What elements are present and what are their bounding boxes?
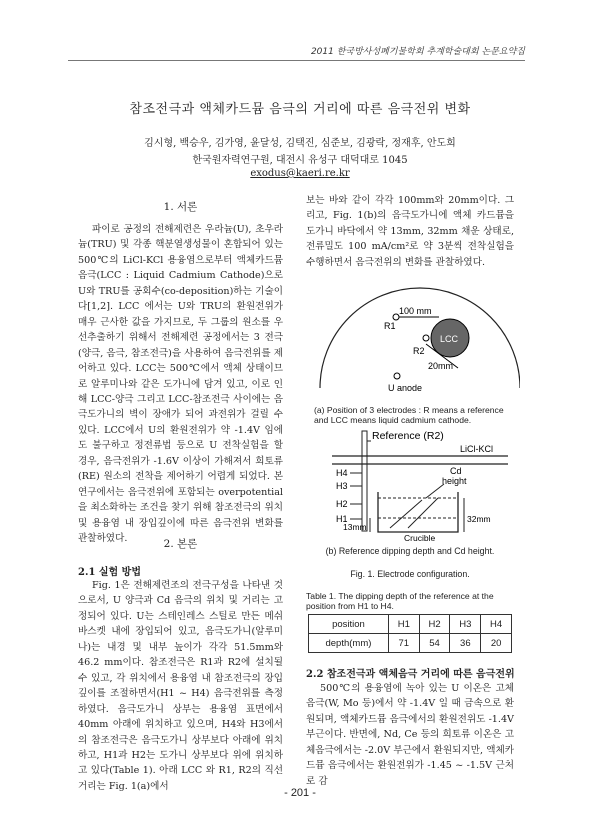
page-number: - 201 - (284, 787, 316, 799)
header-rule (68, 60, 525, 61)
table-cell: 71 (388, 634, 419, 653)
paper-title: 참조전극과 액체카드뮴 음극의 거리에 따른 음극전위 변화 (129, 102, 471, 117)
cd-height-label-line1: Cd (450, 466, 462, 476)
table-row (309, 634, 512, 653)
reference-electrode (362, 431, 367, 531)
crucible-label: Crucible (404, 533, 436, 542)
intro-continued (306, 193, 514, 270)
dist-top-label: 100 mm (399, 306, 432, 316)
intro-continued-paragraph: 보는 바와 같이 각각 100mm와 20mm이다. 그리고, Fig. 1(b)의 음극도가니에 액체 카드뮴을 도가니 바닥에서 약 13mm, 32mm 채운 상태로, 전류밀도 100 mA/cm²로 약 3분씩 전착실험을 수행하면서 음극전위의 변화를 관찰하였다. (306, 195, 514, 268)
table-header-cell: H3 (450, 615, 481, 634)
h2-label: H2 (336, 499, 348, 509)
h1-label: H1 (336, 514, 348, 524)
table-1-caption: Table 1. The dipping depth of the reference at the position from H1 to H4. (306, 591, 494, 611)
cd-arrow-1 (390, 500, 422, 528)
figure-1b-caption: (b) Reference dipping depth and Cd height. (325, 546, 495, 556)
method-body (78, 578, 283, 794)
h4-label: H4 (336, 468, 348, 478)
result-heading: 2.2 참조전극과 액체음극 거리에 따른 음극전위 (306, 669, 515, 680)
cd-arrow-2 (408, 498, 438, 528)
figure-1a-caption: (a) Position of 3 electrodes : R means a reference and LCC means liquid cadmium cathode. (314, 405, 504, 425)
intro-paragraph: 파이로 공정의 전해제련은 우라늄(U), 초우라늄(TRU) 및 각종 핵분열생성물이 혼합되어 있는 500℃의 LiCl-KCl 용융염으로부터 액체카드뮴 음극(LCC : Liquid Cadmium Cathode)으로 U와 TRU를 공회수(co-deposition)하는 기술이다[1,2]. LCC 에서는 U와 TRU의 환원전위가 매우 근사한 값을 가지므로, 두 그룹의 원소를 우선추출하기 위해서 전해제련 공정에서는 3 전극(양극, 음극, 참조전극)을 사용하여 음극전위를 제어하고 있다. LCC는 500℃에서 액체 상태이므로 알루미나와 같은 도가니에 담겨 있고, 이로 인해 LCC-양극 그리고 LCC-참조전극 사이에는 음극도가니의 벽이 장애가 되어 과전위가 걸릴 수 있다. LCC에서 U의 환원전위가 약 -1.4V 임에도 불구하고 정전류법 등으로 U 전착실험을 할 경우, 음극전위가 -1.6V 이상이 가해져서 희토류(RE) 원소의 전착을 제어하기 어렵게 되었다. 본 연구에서는 음극전위에 포함되는 overpotential을 최소화하는 조건을 찾기 위해 참조전극의 위치 및 용융염 내 장입깊이에 따른 음극전위 변화를 관찰하였다. (78, 224, 283, 545)
method-heading: 2.1 실험 방법 (78, 567, 142, 578)
table-cell: 36 (450, 634, 481, 653)
r2-marker (423, 335, 429, 341)
table-header-row (309, 615, 512, 634)
h3-label: H3 (336, 481, 348, 491)
main-heading: 2. 본론 (163, 538, 198, 550)
figure-1a (300, 284, 520, 404)
running-header: 2011 한국방사성폐기물학회 추계학술대회 논문요약집 (310, 47, 525, 57)
table-cell: 20 (481, 634, 512, 653)
table-cell: depth(mm) (309, 634, 389, 653)
table-1 (308, 614, 512, 653)
table-header-cell: H4 (481, 615, 512, 634)
depth-32-label: 32mm (467, 514, 491, 524)
reference-label: Reference (R2) (372, 430, 444, 442)
table-header-cell: position (309, 615, 389, 634)
salt-label: LiCl-KCl (460, 444, 494, 454)
intro-body (78, 222, 283, 547)
method-paragraph: Fig. 1은 전해제련조의 전극구성을 나타낸 것으로서, U 양극과 Cd 음극의 위치 및 거리는 고정되어 있다. U는 스테인레스 스틸로 만든 메쉬 바스켓 내에 장입되어 있고, 음극도가니(알루미나)는 내경 및 내부 높이가 각각 51.5mm와 46.2 mm이다. 참조전극은 R1과 R2에 설치될 수 있고, 각 위치에서 용융염 내 참조전극의 장입깊이를 조절하면서(H1 ~ H4) 음극전위를 측정하였다. 음극도가니 상부는 용융염 표면에서 40mm 아래에 위치하고 있으며, H4와 H3에서의 참조전극은 음극도가니 상부보다 아래에 위치하고, H1과 H2는 도가니 상부보다 위에 위치하고 있다(Table 1). 아래 LCC 와 R1, R2의 직선거리는 Fig. 1(a)에서 (78, 580, 283, 792)
cd-height-label-line2: height (442, 476, 467, 486)
r1-label: R1 (384, 321, 396, 331)
anode-label: U anode (388, 383, 423, 393)
paper-email: exodus@kaeri.re.kr (250, 168, 350, 179)
paper-authors: 김시형, 백승우, 김가영, 윤달성, 김택진, 심준보, 김광락, 정재후, 안도희 (144, 138, 456, 149)
lcc-label: LCC (440, 334, 459, 344)
paper-affiliation: 한국원자력연구원, 대전시 유성구 대덕대로 1045 (192, 155, 408, 166)
r2-label: R2 (413, 346, 425, 356)
figure-1-caption: Fig. 1. Electrode configuration. (350, 569, 470, 579)
intro-heading: 1. 서론 (163, 201, 198, 213)
result-body (306, 681, 514, 789)
table-header-cell: H1 (388, 615, 419, 634)
table-cell: 54 (419, 634, 450, 653)
result-paragraph: 500℃의 용융염에 녹아 있는 U 이온은 고체음극(W, Mo 등)에서 약 -1.4V 일 때 금속으로 환원되며, 액체카드뮴 음극에서의 환원전위도 -1.4V 부근이다. 반면에, Nd, Ce 등의 희토류 이온은 고체음극에서는 -2.0V 부근에서 환원되지만, 액체카드뮴 음극에서는 환원전위가 -1.45 ~ -1.5V 근처로 감 (306, 683, 514, 787)
bath-outline-left (320, 288, 420, 388)
anode-marker (394, 373, 400, 379)
figure-1b (330, 428, 510, 542)
cd-height-leader (426, 484, 444, 498)
table-header-cell: H2 (419, 615, 450, 634)
depth-13-label: 13mm (343, 522, 367, 532)
dist-side-label: 20mm (428, 361, 454, 371)
